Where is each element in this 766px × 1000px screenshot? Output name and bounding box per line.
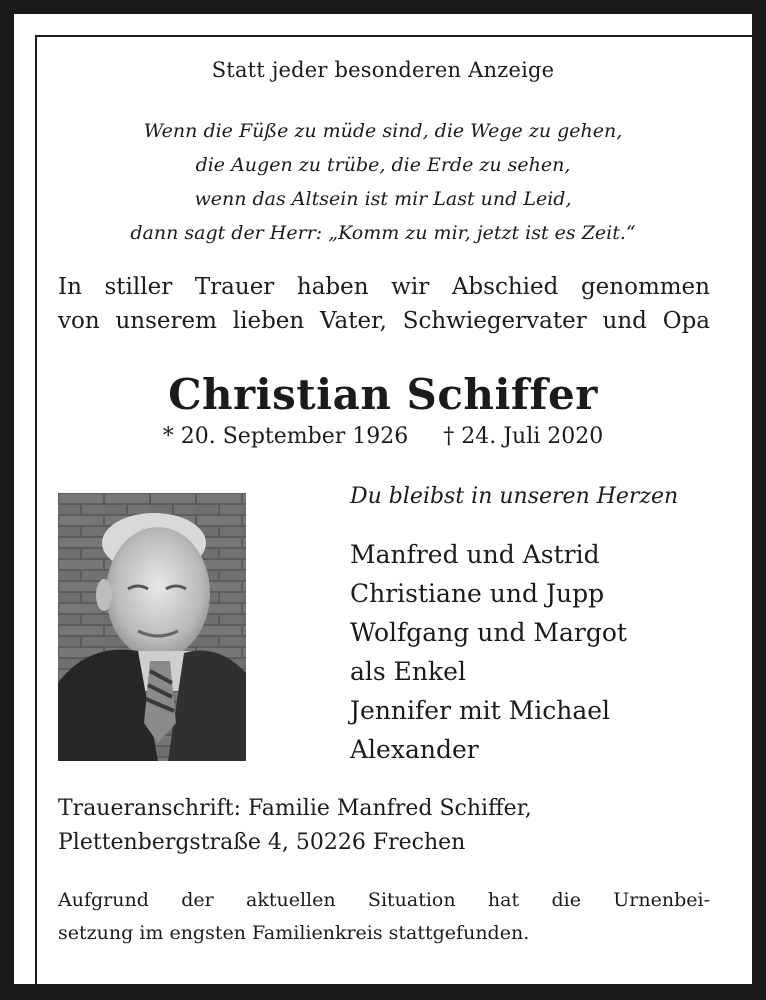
poem-line: Wenn die Füße zu müde sind, die Wege zu gehen, [143, 120, 623, 142]
portrait-image [58, 493, 246, 761]
address-line: Plettenbergstraße 4, 50226 Frechen [58, 830, 466, 855]
motto: Du bleibst in unseren Herzen [350, 484, 679, 509]
mourning-address [58, 792, 532, 860]
family-line: Manfred und Astrid [350, 540, 600, 569]
poem-line: wenn das Altsein ist mir Last und Leid, [194, 188, 572, 210]
death-date: † 24. Juli 2020 [443, 424, 604, 449]
family-line: Alexander [350, 735, 479, 764]
portrait-photo [58, 493, 246, 761]
intro-line: In stiller Trauer haben wir Abschied genommen [58, 274, 710, 300]
burial-notice [58, 884, 710, 950]
family-line: Christiane und Jupp [350, 579, 605, 608]
life-dates [0, 424, 766, 449]
address-line: Traueranschrift: Familie Manfred Schiffer, [58, 796, 532, 821]
family-line: Jennifer mit Michael [350, 696, 611, 725]
family-line: Wolfgang und Margot [350, 618, 627, 647]
header: Statt jeder besonderen Anzeige [211, 58, 555, 82]
poem-line: dann sagt der Herr: „Komm zu mir, jetzt ist es Zeit.“ [130, 222, 636, 244]
deceased-name: Christian Schiffer [168, 370, 598, 419]
poem [0, 114, 766, 250]
birth-date: * 20. September 1926 [162, 424, 409, 449]
family-list [350, 535, 627, 769]
notice-line: Aufgrund der aktuellen Situation hat die Urnenbei- [58, 889, 710, 911]
intro [58, 270, 710, 338]
poem-line: die Augen zu trübe, die Erde zu sehen, [195, 154, 571, 176]
notice-line: setzung im engsten Familienkreis stattgefunden. [58, 922, 530, 944]
intro-line: von unserem lieben Vater, Schwiegervater und Opa [58, 308, 710, 334]
family-line: als Enkel [350, 657, 466, 686]
